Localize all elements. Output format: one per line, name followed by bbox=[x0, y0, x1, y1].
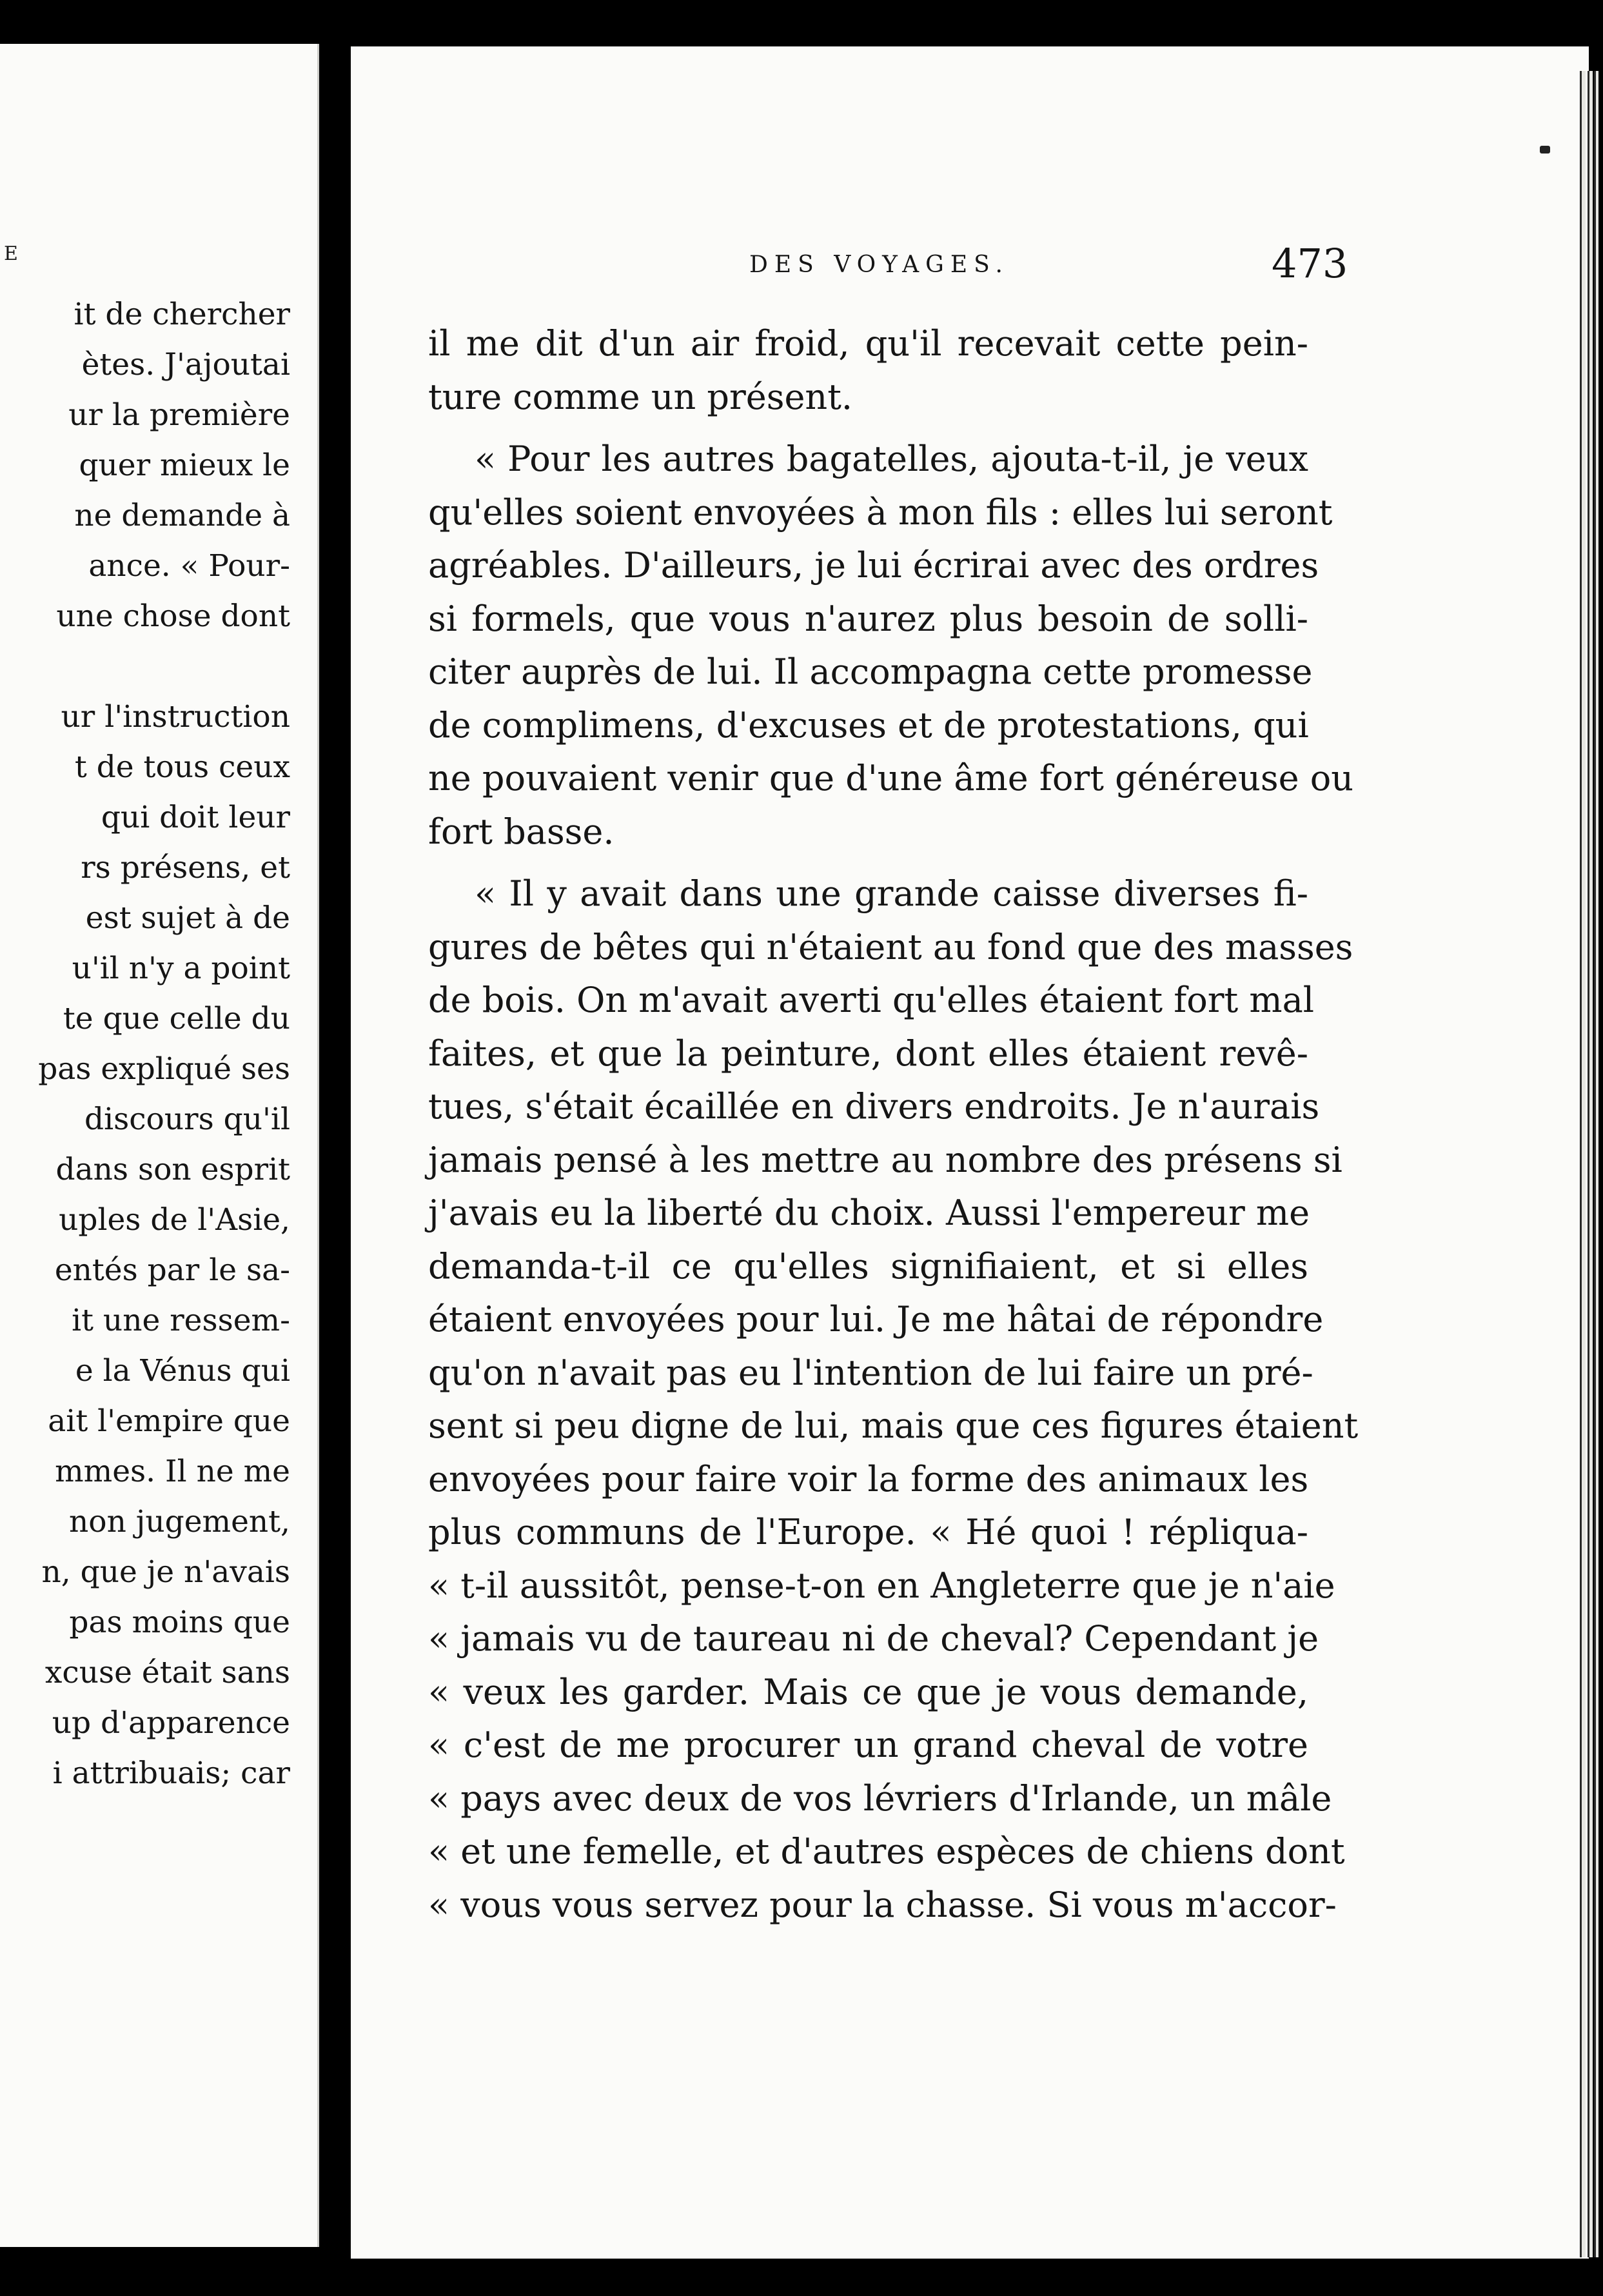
left-line: non jugement, bbox=[69, 1504, 290, 1539]
right-page bbox=[351, 46, 1589, 2259]
left-line: pas expliqué ses bbox=[38, 1051, 290, 1087]
page-number: 473 bbox=[1272, 240, 1348, 287]
text-line: j'avais eu la liberté du choix. Aussi l'empereur me bbox=[428, 1193, 1310, 1233]
text-line: demanda-t-il ce qu'elles signifiaient, et si elles bbox=[428, 1245, 1308, 1287]
left-line: u'il n'y a point bbox=[72, 951, 290, 986]
text-line: « jamais vu de taureau ni de cheval? Cependant je bbox=[428, 1618, 1319, 1659]
text-line: « et une femelle, et d'autres espèces de chiens dont bbox=[428, 1831, 1345, 1872]
left-line: t de tous ceux bbox=[74, 749, 290, 785]
left-line: rs présens, et bbox=[81, 850, 290, 886]
text-line: faites, et que la peinture, dont elles étaient revê- bbox=[428, 1033, 1308, 1074]
left-line: xcuse était sans bbox=[44, 1655, 290, 1690]
text-line: il me dit d'un air froid, qu'il recevait cette pein- bbox=[428, 323, 1308, 364]
ink-mark bbox=[1540, 146, 1550, 153]
body-text-column bbox=[428, 317, 1359, 1932]
text-line: « Pour les autres bagatelles, ajouta-t-il, je veux bbox=[475, 439, 1308, 479]
left-line: ance. « Pour- bbox=[88, 548, 290, 584]
left-line: qui doit leur bbox=[101, 800, 290, 835]
text-line: « pays avec deux de vos lévriers d'Irlande, un mâle bbox=[428, 1777, 1332, 1819]
text-line: « t-il aussitôt, pense-t-on en Angleterre que je n'aie bbox=[428, 1565, 1335, 1606]
left-line: dans son esprit bbox=[55, 1152, 290, 1187]
text-line: citer auprès de lui. Il accompagna cette promesse bbox=[428, 651, 1313, 692]
left-line: mmes. Il ne me bbox=[55, 1454, 290, 1489]
left-line: ait l'empire que bbox=[48, 1403, 290, 1439]
text-line: de complimens, d'excuses et de protestations, qui bbox=[428, 704, 1309, 746]
left-line: est sujet à de bbox=[85, 900, 290, 936]
text-line: jamais pensé à les mettre au nombre des présens si bbox=[428, 1139, 1342, 1180]
text-line: sent si peu digne de lui, mais que ces figures étaient bbox=[428, 1405, 1359, 1446]
left-line: ur la première bbox=[68, 397, 290, 433]
text-line: de bois. On m'avait averti qu'elles étaient fort mal bbox=[428, 980, 1315, 1020]
text-line: « vous vous servez pour la chasse. Si vous m'accor- bbox=[428, 1884, 1337, 1925]
text-line: tues, s'était écaillée en divers endroits. Je n'aurais bbox=[428, 1086, 1320, 1127]
left-line: ètes. J'ajoutai bbox=[81, 347, 290, 382]
text-line: agréables. D'ailleurs, je lui écrirai avec des ordres bbox=[428, 545, 1319, 586]
text-line: envoyées pour faire voir la forme des animaux les bbox=[428, 1458, 1309, 1499]
text-line: ne pouvaient venir que d'une âme fort généreuse ou bbox=[428, 758, 1354, 798]
text-line: gures de bêtes qui n'étaient au fond que des masses bbox=[428, 926, 1353, 967]
text-line: ture comme un présent. bbox=[428, 376, 853, 417]
left-line: up d'apparence bbox=[52, 1705, 290, 1741]
left-page bbox=[0, 44, 319, 2247]
text-line: qu'elles soient envoyées à mon fils : elles lui seront bbox=[428, 491, 1333, 533]
page-edge bbox=[1580, 71, 1586, 2257]
text-line: fort basse. bbox=[428, 811, 615, 852]
left-line: pas moins que bbox=[69, 1605, 290, 1640]
left-line: it de chercher bbox=[74, 297, 290, 332]
text-line: étaient envoyées pour lui. Je me hâtai de répondre bbox=[428, 1299, 1324, 1340]
left-line: it une ressem- bbox=[72, 1303, 290, 1338]
text-line: qu'on n'avait pas eu l'intention de lui faire un pré- bbox=[428, 1352, 1313, 1393]
left-line: i attribuais; car bbox=[52, 1756, 290, 1791]
left-line: ur l'instruction bbox=[61, 699, 290, 735]
text-line: plus communs de l'Europe. « Hé quoi ! répliqua- bbox=[428, 1512, 1308, 1552]
left-line: discours qu'il bbox=[84, 1102, 290, 1137]
left-line: te que celle du bbox=[63, 1001, 290, 1036]
left-running-head-fragment: E bbox=[4, 242, 19, 265]
text-line: si formels, que vous n'aurez plus besoin de solli- bbox=[428, 598, 1308, 639]
left-line: n, que je n'avais bbox=[41, 1554, 290, 1590]
left-line: quer mieux le bbox=[79, 448, 290, 483]
left-line: entés par le sa- bbox=[54, 1252, 290, 1288]
left-line: e la Vénus qui bbox=[75, 1353, 290, 1389]
text-line: « c'est de me procurer un grand cheval de votre bbox=[428, 1725, 1308, 1765]
text-line: « Il y avait dans une grande caisse diverses fi- bbox=[475, 873, 1308, 914]
left-line: uples de l'Asie, bbox=[59, 1202, 290, 1238]
text-line: « veux les garder. Mais ce que je vous demande, bbox=[428, 1671, 1308, 1712]
page-edge bbox=[1594, 71, 1598, 2257]
running-head: DES VOYAGES. bbox=[749, 252, 1009, 278]
left-line: ne demande à bbox=[74, 498, 290, 533]
page-edge bbox=[1588, 71, 1593, 2257]
left-line: une chose dont bbox=[56, 599, 290, 634]
